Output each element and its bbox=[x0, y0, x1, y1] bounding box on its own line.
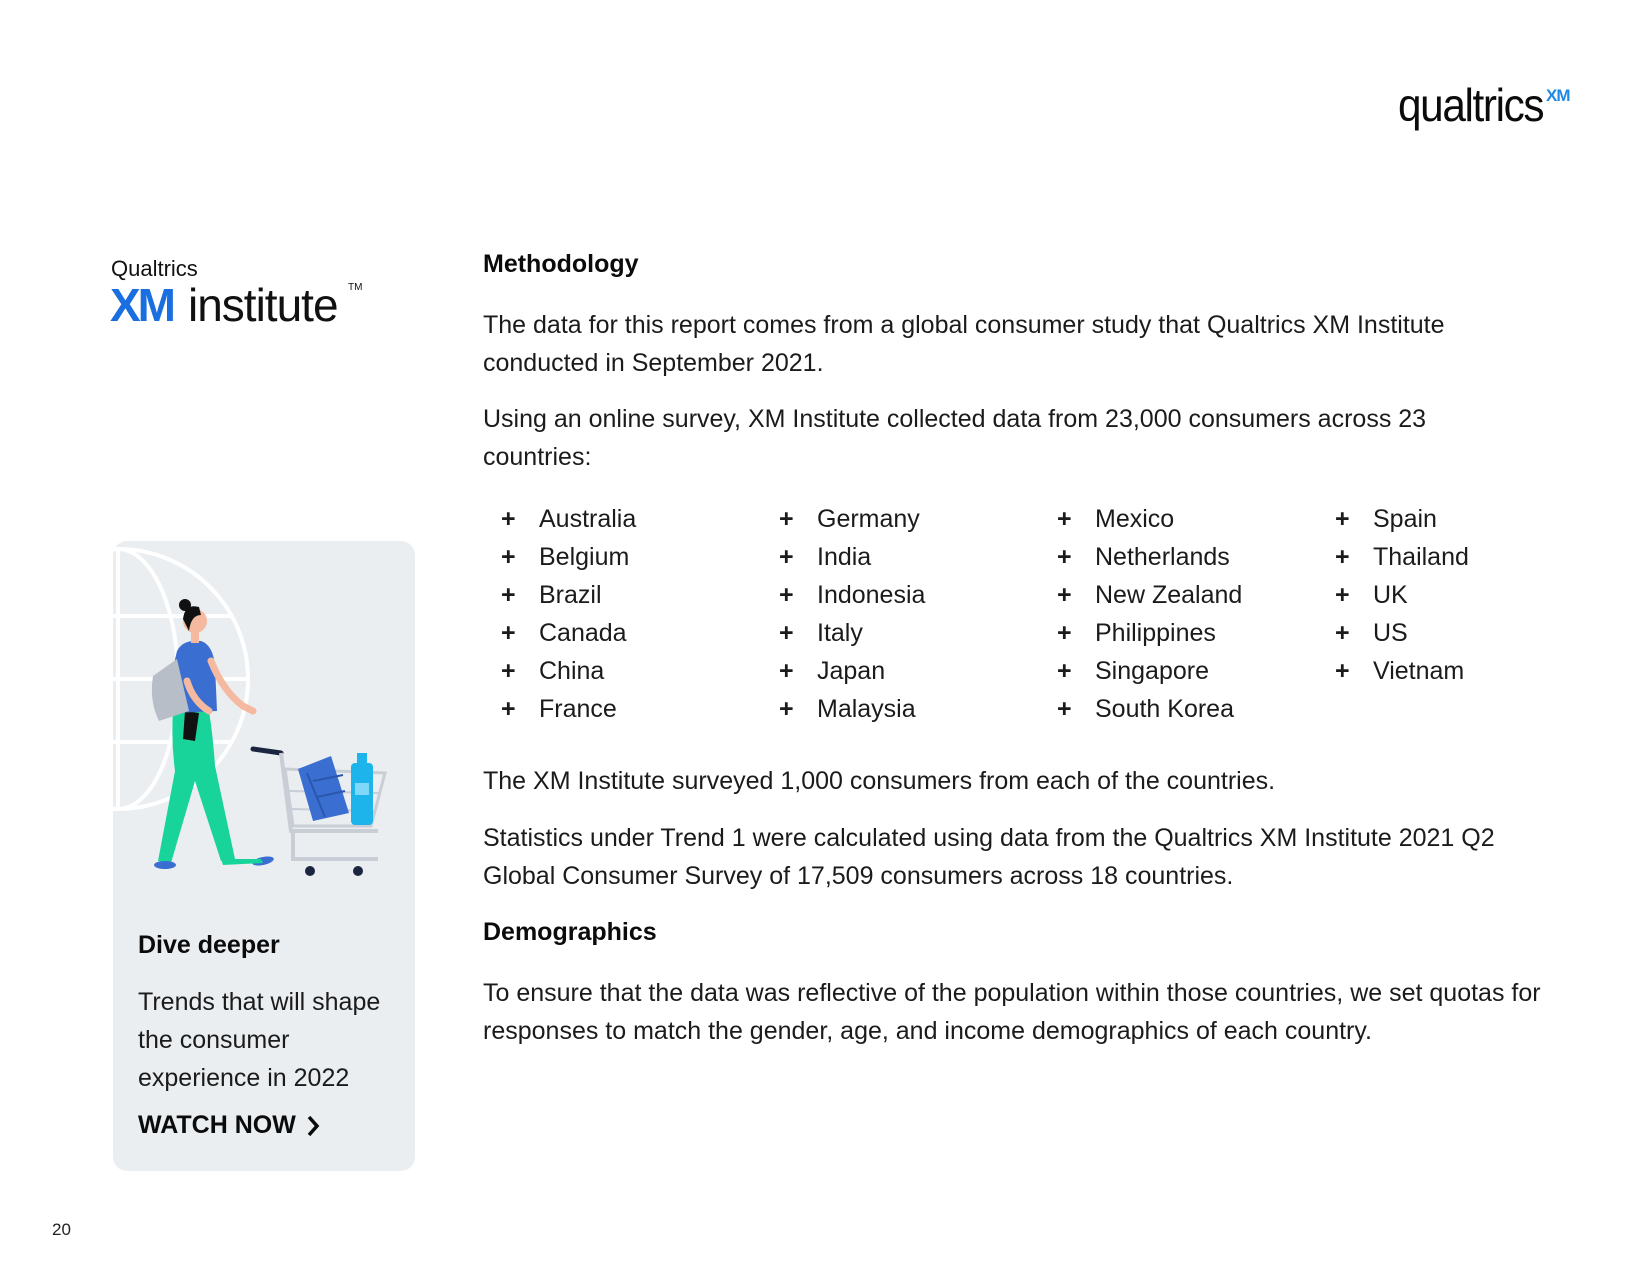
country-name: New Zealand bbox=[1095, 581, 1243, 609]
country-item bbox=[1039, 581, 1309, 619]
country-item bbox=[1317, 505, 1587, 543]
card-title: Dive deeper bbox=[138, 931, 280, 959]
country-item bbox=[483, 657, 753, 695]
country-item bbox=[1039, 695, 1309, 733]
country-name: Indonesia bbox=[817, 581, 926, 609]
country-item bbox=[761, 505, 1031, 543]
countries-list bbox=[483, 505, 1593, 735]
trademark-mark: TM bbox=[348, 282, 363, 293]
country-name: Netherlands bbox=[1095, 543, 1230, 571]
bullet-plus-icon: + bbox=[779, 505, 794, 533]
country-item bbox=[483, 543, 753, 581]
country-name: Brazil bbox=[539, 581, 602, 609]
country-item bbox=[1039, 657, 1309, 695]
shopper-illustration bbox=[113, 541, 415, 901]
country-name: Japan bbox=[817, 657, 886, 685]
country-item bbox=[1317, 619, 1587, 657]
country-item bbox=[1317, 581, 1587, 619]
countries-column-3 bbox=[1039, 505, 1309, 733]
shopping-cart-icon bbox=[253, 749, 385, 876]
qualtrics-wordmark: qualtrics bbox=[1398, 79, 1544, 131]
watch-now-label: WATCH NOW bbox=[138, 1111, 296, 1139]
country-name: Singapore bbox=[1095, 657, 1209, 685]
xm-institute-logo-word: institute bbox=[188, 279, 338, 331]
country-name: Australia bbox=[539, 505, 637, 533]
country-item bbox=[761, 619, 1031, 657]
bullet-plus-icon: + bbox=[501, 619, 516, 647]
countries-column-2 bbox=[761, 505, 1031, 733]
country-item bbox=[1039, 505, 1309, 543]
country-item bbox=[483, 619, 753, 657]
country-item bbox=[1039, 543, 1309, 581]
bullet-plus-icon: + bbox=[1335, 619, 1350, 647]
bullet-plus-icon: + bbox=[501, 543, 516, 571]
bullet-plus-icon: + bbox=[501, 505, 516, 533]
country-item bbox=[483, 581, 753, 619]
country-name: France bbox=[539, 695, 617, 723]
xm-superscript: XM bbox=[1546, 86, 1570, 105]
bullet-plus-icon: + bbox=[779, 619, 794, 647]
card-description: Trends that will shape the consumer experience in 2022 bbox=[138, 988, 381, 1092]
country-item bbox=[1039, 619, 1309, 657]
country-item bbox=[761, 543, 1031, 581]
countries-column-1 bbox=[483, 505, 753, 733]
methodology-paragraph-1: The data for this report comes from a global consumer study that Qualtrics XM Institute conducted in September 2021. bbox=[483, 311, 1445, 377]
country-item bbox=[1317, 657, 1587, 695]
bullet-plus-icon: + bbox=[1057, 543, 1072, 571]
bullet-plus-icon: + bbox=[1335, 657, 1350, 685]
bullet-plus-icon: + bbox=[501, 581, 516, 609]
bullet-plus-icon: + bbox=[779, 581, 794, 609]
bullet-plus-icon: + bbox=[779, 657, 794, 685]
demographics-heading: Demographics bbox=[483, 918, 657, 946]
bullet-plus-icon: + bbox=[779, 695, 794, 723]
xm-institute-logo bbox=[110, 256, 370, 331]
country-name: Philippines bbox=[1095, 619, 1216, 647]
qualtrics-xm-logo bbox=[1398, 78, 1598, 138]
bullet-plus-icon: + bbox=[1335, 581, 1350, 609]
country-name: Italy bbox=[817, 619, 863, 647]
country-item bbox=[761, 581, 1031, 619]
bullet-plus-icon: + bbox=[1057, 619, 1072, 647]
woman-figure bbox=[152, 599, 275, 869]
country-item bbox=[761, 695, 1031, 733]
methodology-paragraph-2: Using an online survey, XM Institute collected data from 23,000 consumers across 23 countries: bbox=[483, 405, 1427, 471]
country-item bbox=[483, 505, 753, 543]
dive-deeper-card[interactable] bbox=[113, 541, 415, 1171]
country-name: Germany bbox=[817, 505, 920, 533]
country-item bbox=[1317, 543, 1587, 581]
country-name: Belgium bbox=[539, 543, 630, 571]
countries-column-4 bbox=[1317, 505, 1587, 695]
watch-now-link[interactable] bbox=[138, 1111, 320, 1140]
country-name: Vietnam bbox=[1373, 657, 1465, 685]
xm-institute-logo-qualtrics: Qualtrics bbox=[111, 256, 198, 281]
methodology-paragraph-4: Statistics under Trend 1 were calculated using data from the Qualtrics XM Institute 2021 Q2 Global Consumer Survey of 17,509 consumers across 18 countries. bbox=[483, 824, 1495, 890]
country-name: China bbox=[539, 657, 605, 685]
bullet-plus-icon: + bbox=[1335, 505, 1350, 533]
bullet-plus-icon: + bbox=[501, 695, 516, 723]
page-number: 20 bbox=[52, 1220, 71, 1239]
country-name: US bbox=[1373, 619, 1408, 647]
xm-institute-logo-xm: XM bbox=[110, 279, 173, 331]
country-name: Spain bbox=[1373, 505, 1437, 533]
demographics-paragraph: To ensure that the data was reflective of the population within those countries, we set quotas for responses to match the gender, age, and income demographics of each country. bbox=[483, 979, 1541, 1045]
bullet-plus-icon: + bbox=[1057, 581, 1072, 609]
methodology-heading: Methodology bbox=[483, 250, 639, 278]
country-name: Thailand bbox=[1373, 543, 1469, 571]
country-name: UK bbox=[1373, 581, 1408, 609]
methodology-paragraph-3: The XM Institute surveyed 1,000 consumers from each of the countries. bbox=[483, 767, 1276, 795]
bullet-plus-icon: + bbox=[1335, 543, 1350, 571]
bullet-plus-icon: + bbox=[501, 657, 516, 685]
country-item bbox=[483, 695, 753, 733]
bullet-plus-icon: + bbox=[779, 543, 794, 571]
country-name: India bbox=[817, 543, 872, 571]
bullet-plus-icon: + bbox=[1057, 505, 1072, 533]
country-name: South Korea bbox=[1095, 695, 1234, 723]
country-name: Mexico bbox=[1095, 505, 1175, 533]
country-name: Canada bbox=[539, 619, 627, 647]
bullet-plus-icon: + bbox=[1057, 695, 1072, 723]
chevron-right-icon bbox=[306, 1114, 320, 1138]
country-item bbox=[761, 657, 1031, 695]
country-name: Malaysia bbox=[817, 695, 916, 723]
bullet-plus-icon: + bbox=[1057, 657, 1072, 685]
